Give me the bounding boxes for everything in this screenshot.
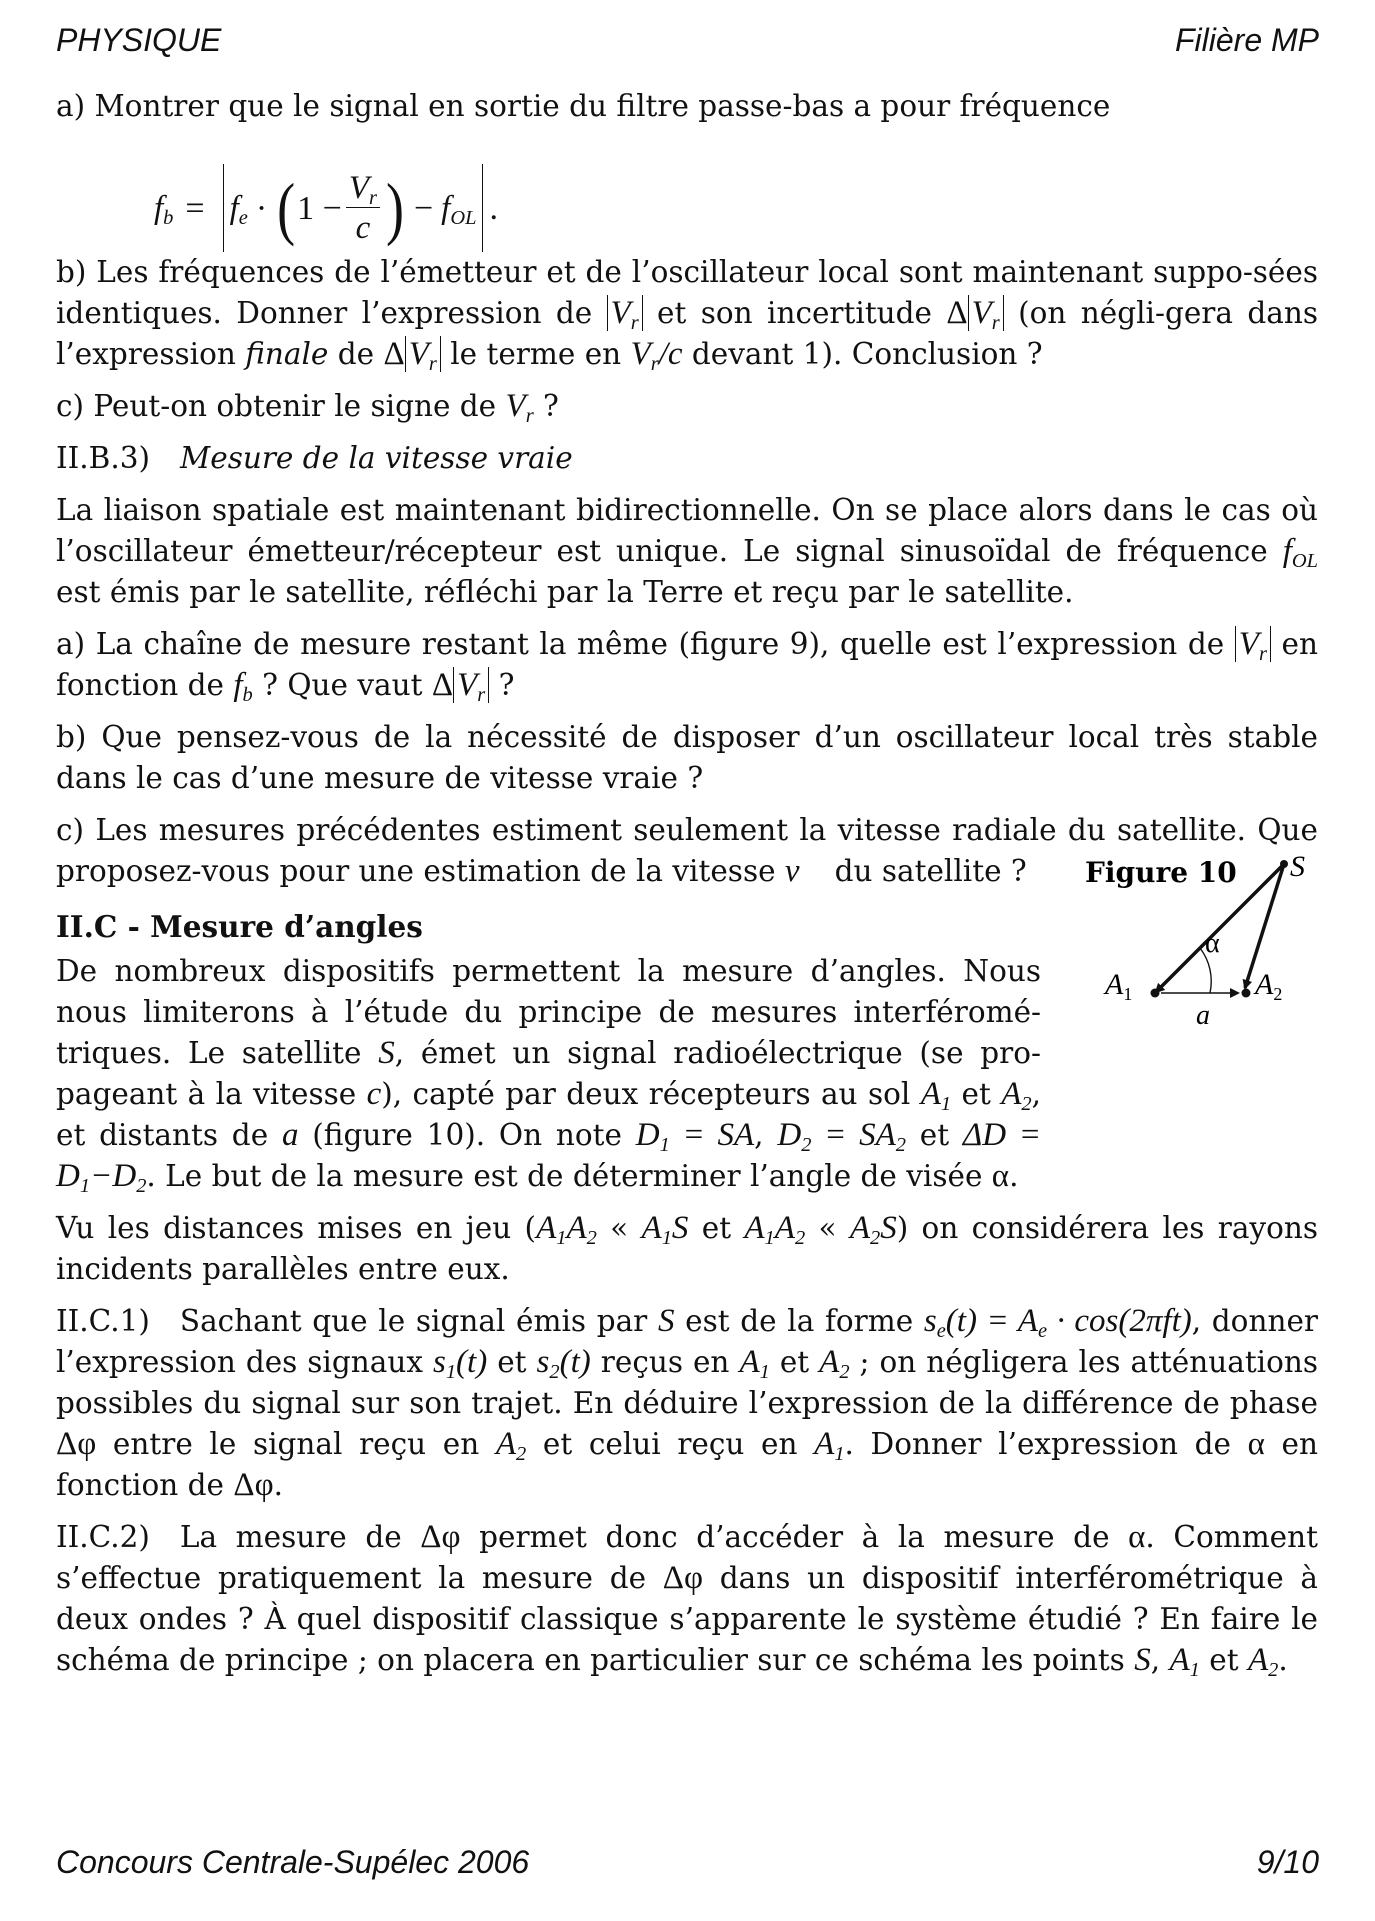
header-track: Filière MP [1174,22,1319,58]
label-a: a [1196,1000,1210,1031]
question-a2: a) La chaîne de mesure restant la même (figure 9), quelle est l’expression de $V_r$ en fonction de $f_b$ ? Que vaut Δ $V_r$ ? [56,626,1318,707]
question-c1-interferometry: II.C.1) Sachant que le signal émis par S est de la forme $s_e(t) = A_e \cdot \cos(2\pi ft)$, donner l’expression des signaux $s_1(t)$ et $s_2(t)$ reçus en $A_1$ et $A_2$ ; on négligera les atténuations possibles du signal sur son trajet. En déduire l’expression de la différence de phase Δφ entre le signal reçu en $A_2$ et celui reçu en $A_1$. Donner l’expression de α en fonction de Δφ. [56,1303,1319,1503]
eq-lhs: $f_b$ [154,189,174,229]
point-a2 [1242,989,1251,998]
footer-page-number: 9/10 [1256,1844,1319,1880]
subsection-b3: II.B.3) Mesure de la vitesse vraie [56,441,573,475]
section-title-c: II.C - Mesure d’angles [56,909,423,944]
eq-sign: = [185,189,205,227]
question-b1: b) Les fréquences de l’émetteur et de l’oscillateur local sont maintenant suppo-sées identiques. Donner l’expression de $V_r$ et son incertitude Δ $V_r$ (on négli-gera dans l’expression finale de Δ $V_r$ le terme en $V_r/c$ devant 1). Conclusion ? [56,255,1318,376]
figure-10-diagram [1060,826,1320,1031]
label-a2: $A_2$ [1255,968,1283,1004]
question-a1: a) Montrer que le signal en sortie du filtre passe-bas a pour fréquence [56,89,1111,123]
paragraph-liaison: La liaison spatiale est maintenant bidirectionnelle. On se place alors dans le cas où l’oscillateur émetteur/récepteur est unique. Le signal sinusoïdal de fréquence $f_{OL}$ est émis par le satellite, réfléchi par la Terre et reçu par le satellite. [56,493,1318,609]
eq-fraction: $\frac{V_r}{c}$ [346,172,380,245]
eq-absolute-value: $f_e$ · ( 1 − $\frac{V_r}{c}$ ) − $f_{OL}$ [223,164,484,252]
label-s: S [1290,850,1305,883]
header-subject: PHYSIQUE [56,22,222,58]
paragraph-vu: Vu les distances mises en jeu ($A_1A_2$ « $A_1S$ et $A_1A_2$ « $A_2S$) on considérera les rayons incidents parallèles entre eux. [56,1210,1318,1286]
label-a1: $A_1$ [1105,968,1133,1004]
footer-contest: Concours Centrale-Supélec 2006 [56,1844,530,1880]
question-c2-interferometry: II.C.2) La mesure de Δφ permet donc d’accéder à la mesure de α. Comment s’effectue pratiquement la mesure de Δφ dans un dispositif interférométrique à deux ondes ? À quel dispositif classique s’apparente le système étudié ? En faire le schéma de principe ; on placera en particulier sur ce schéma les points S, $A_1$ et $A_2$. [56,1519,1318,1682]
question-b2: b) Que pensez-vous de la nécessité de disposer d’un oscillateur local très stable dans le cas d’une mesure de vitesse vraie ? [56,720,1318,795]
label-alpha: α [1205,928,1220,959]
point-a1 [1151,989,1160,998]
equation-fb: $f_b$ = $f_e$ · ( 1 − $\frac{V_r}{c}$ ) − $f_{OL}$ . [56,138,1318,242]
question-c2: c) Les mesures précédentes estiment seulement la vitesse radiale du satellite. Que proposez-vous pour une estimation de la vitesse v⃗ du satellite ? [56,813,1318,889]
paragraph-nombreux: De nombreux dispositifs permettent la mesure d’angles. Nous nous limiterons à l’étude du principe de mesures interféromé-triques. Le satellite S, émet un signal radioélectrique (se pro-pageant à la vitesse c), capté par deux récepteurs au sol $A_1$ et $A_2$, et distants de a (figure 10). On note $D_1$ = SA, $D_2 = SA_2$ et $\Delta D = D_1-D_2$. Le but de la mesure est de déterminer l’angle de visée α. [56,954,1042,1198]
figure-label: Figure 10 [1085,856,1237,889]
question-c1: c) Peut-on obtenir le signe de $V_r$ ? [56,388,559,428]
